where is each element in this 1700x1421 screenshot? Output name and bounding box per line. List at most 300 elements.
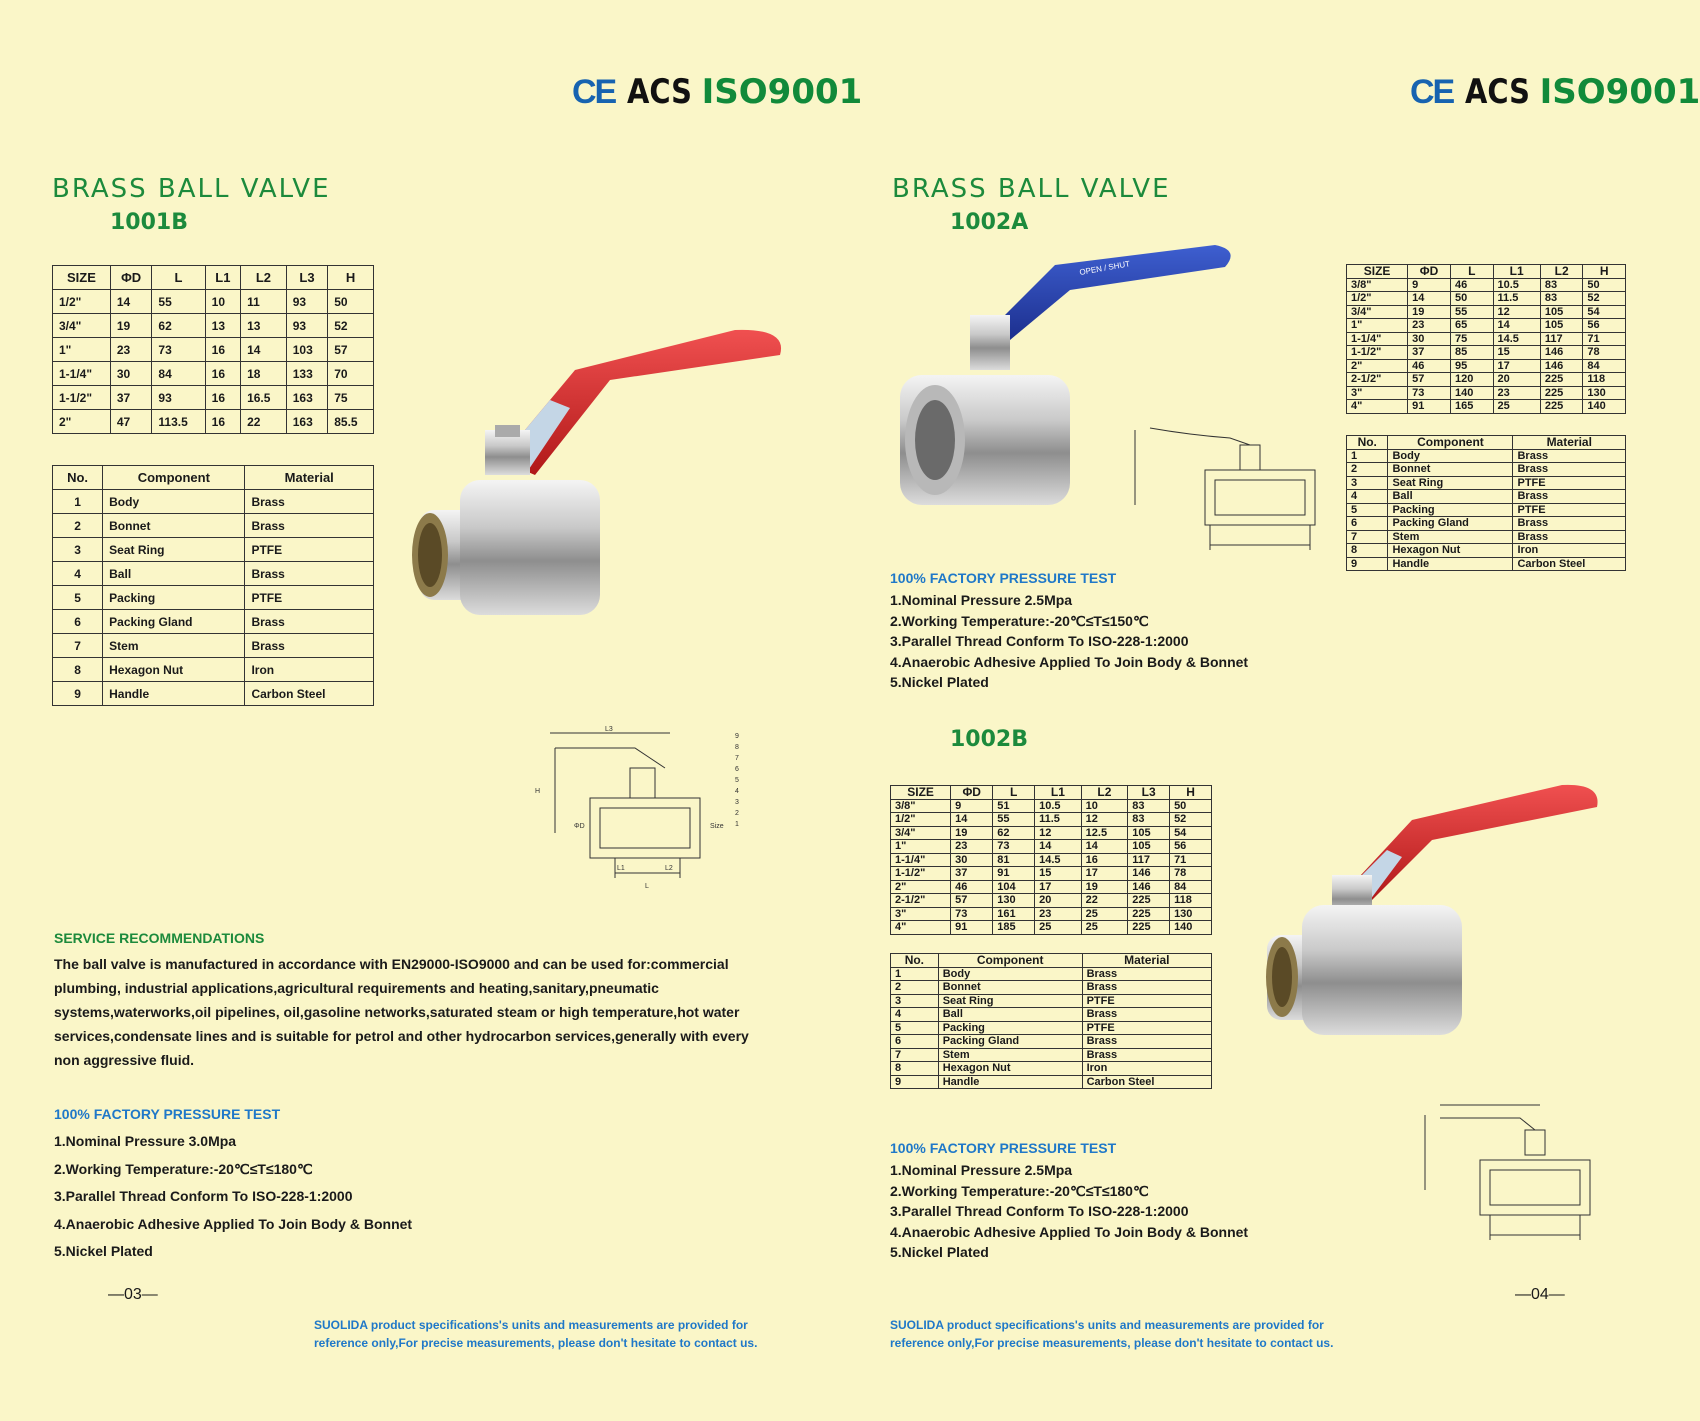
table-row xyxy=(53,490,374,514)
table-cell: 85.5 xyxy=(328,410,374,434)
table-cell: 37 xyxy=(951,867,993,881)
table-cell: 17 xyxy=(1035,880,1082,894)
part-number-label: 5 xyxy=(735,777,739,784)
table-cell: 14 xyxy=(1408,292,1451,306)
column-header: No. xyxy=(1347,436,1388,450)
table-cell: 105 xyxy=(1128,840,1170,854)
disclaimer-note-right: SUOLIDA product specifications's units and measurements are provided for reference only,For precise measurements, please don't hesitate to contact us. xyxy=(890,1318,1334,1350)
table-cell: 4" xyxy=(891,921,951,935)
service-title: SERVICE RECOMMENDATIONS xyxy=(54,930,265,946)
list-item: 3.Parallel Thread Conform To ISO-228-1:2000 xyxy=(54,1188,353,1204)
table-cell: 4 xyxy=(1347,490,1388,504)
table-row xyxy=(1347,319,1626,333)
table-cell: Carbon Steel xyxy=(245,682,374,706)
table-cell: 62 xyxy=(993,826,1035,840)
table-row xyxy=(1347,530,1626,544)
table-cell: 12 xyxy=(1493,305,1540,319)
table-row xyxy=(53,386,374,410)
table-cell: 1-1/4" xyxy=(1347,332,1408,346)
table-cell: 117 xyxy=(1540,332,1583,346)
ce-mark: CE xyxy=(1410,73,1454,111)
table-cell: 83 xyxy=(1128,813,1170,827)
table-cell: 52 xyxy=(1583,292,1626,306)
table-cell: 73 xyxy=(1408,386,1451,400)
list-item: 3.Parallel Thread Conform To ISO-228-1:2000 xyxy=(890,1203,1189,1219)
table-cell: 12 xyxy=(1035,826,1082,840)
table-header-row xyxy=(1347,265,1626,279)
pressure-test-list-1002b xyxy=(890,1160,1248,1263)
part-number-label: 4 xyxy=(735,788,739,795)
table-cell: 83 xyxy=(1128,799,1170,813)
table-cell: 23 xyxy=(1493,386,1540,400)
table-cell: Stem xyxy=(103,634,245,658)
table-cell: 130 xyxy=(1583,386,1626,400)
table-row xyxy=(1347,490,1626,504)
table-cell: 2" xyxy=(1347,359,1408,373)
iso-mark: ISO9001 xyxy=(701,72,863,112)
page-number-right: —04— xyxy=(1515,1286,1565,1303)
column-header: Component xyxy=(103,466,245,490)
page-title: BRASS BALL VALVE xyxy=(52,174,331,204)
label-l: L xyxy=(645,883,649,890)
table-row xyxy=(891,1008,1212,1022)
table-cell: 9 xyxy=(53,682,103,706)
table-cell: 1/2" xyxy=(53,290,111,314)
table-cell: 54 xyxy=(1170,826,1212,840)
table-cell: 2 xyxy=(891,981,939,995)
label-l3: L3 xyxy=(605,726,613,733)
table-cell: 50 xyxy=(1170,799,1212,813)
table-cell: 1/2" xyxy=(1347,292,1408,306)
table-cell: 10.5 xyxy=(1493,278,1540,292)
table-cell: PTFE xyxy=(1082,994,1211,1008)
table-cell: Handle xyxy=(938,1075,1082,1089)
table-cell: 91 xyxy=(951,921,993,935)
table-cell: Hexagon Nut xyxy=(938,1062,1082,1076)
table-cell: 15 xyxy=(1493,346,1540,360)
table-row xyxy=(1347,346,1626,360)
table-cell: 47 xyxy=(110,410,152,434)
table-row xyxy=(53,538,374,562)
table-cell: PTFE xyxy=(1513,503,1626,517)
table-cell: 103 xyxy=(286,338,328,362)
table-cell: 3/4" xyxy=(891,826,951,840)
table-row xyxy=(53,682,374,706)
table-cell: Brass xyxy=(1082,1035,1211,1049)
table-cell: 1" xyxy=(891,840,951,854)
table-cell: 78 xyxy=(1583,346,1626,360)
table-row xyxy=(891,967,1212,981)
table-row xyxy=(53,658,374,682)
table-cell: 56 xyxy=(1170,840,1212,854)
table-cell: 11 xyxy=(241,290,287,314)
list-item: 3.Parallel Thread Conform To ISO-228-1:2000 xyxy=(890,633,1189,649)
table-row xyxy=(1347,373,1626,387)
valve-photo-1001b xyxy=(400,330,800,630)
table-cell: 9 xyxy=(1408,278,1451,292)
table-row xyxy=(1347,400,1626,414)
table-row xyxy=(891,1075,1212,1089)
list-item: 2.Working Temperature:-20℃≤T≤180℃ xyxy=(54,1160,313,1177)
column-header: H xyxy=(1583,265,1626,279)
table-row xyxy=(53,410,374,434)
table-cell: 3/8" xyxy=(891,799,951,813)
table-cell: 25 xyxy=(1081,907,1128,921)
table-cell: 11.5 xyxy=(1035,813,1082,827)
table-cell: 163 xyxy=(286,386,328,410)
table-cell: Seat Ring xyxy=(103,538,245,562)
table-cell: 73 xyxy=(993,840,1035,854)
table-cell: 3" xyxy=(891,907,951,921)
table-cell: 3 xyxy=(1347,476,1388,490)
table-cell: 23 xyxy=(1035,907,1082,921)
table-cell: 1" xyxy=(53,338,111,362)
table-cell: 22 xyxy=(1081,894,1128,908)
table-cell: 56 xyxy=(1583,319,1626,333)
disclaimer-note: SUOLIDA product specifications's units and measurements are provided for reference only,For precise measurements, please don't hesitate to contact us. xyxy=(314,1318,758,1350)
label-d: ΦD xyxy=(574,823,585,830)
table-cell: 19 xyxy=(1408,305,1451,319)
table-cell: 8 xyxy=(1347,544,1388,558)
table-row xyxy=(1347,503,1626,517)
table-cell: 25 xyxy=(1493,400,1540,414)
table-cell: 5 xyxy=(891,1021,939,1035)
table-cell: 1 xyxy=(1347,449,1388,463)
table-cell: Seat Ring xyxy=(938,994,1082,1008)
table-cell: 65 xyxy=(1450,319,1493,333)
table-cell: 6 xyxy=(53,610,103,634)
column-header: Material xyxy=(1513,436,1626,450)
table-cell: 55 xyxy=(993,813,1035,827)
table-cell: 1-1/4" xyxy=(53,362,111,386)
table-cell: 10 xyxy=(1081,799,1128,813)
table-cell: Brass xyxy=(1082,1048,1211,1062)
table-cell: 70 xyxy=(328,362,374,386)
table-cell: 81 xyxy=(993,853,1035,867)
table-cell: 52 xyxy=(1170,813,1212,827)
technical-drawing-1002b xyxy=(1420,1100,1620,1250)
table-cell: Body xyxy=(938,967,1082,981)
table-cell: 46 xyxy=(1408,359,1451,373)
table-cell: 1-1/2" xyxy=(53,386,111,410)
table-row xyxy=(53,634,374,658)
column-header: L2 xyxy=(241,266,287,290)
table-cell: 13 xyxy=(205,314,240,338)
table-row xyxy=(1347,557,1626,571)
table-cell: 225 xyxy=(1540,400,1583,414)
table-cell: Iron xyxy=(1082,1062,1211,1076)
table-cell: 73 xyxy=(951,907,993,921)
table-cell: Ball xyxy=(103,562,245,586)
table-cell: 13 xyxy=(241,314,287,338)
table-cell: 163 xyxy=(286,410,328,434)
table-cell: 50 xyxy=(1450,292,1493,306)
table-cell: Carbon Steel xyxy=(1082,1075,1211,1089)
table-cell: 2 xyxy=(53,514,103,538)
table-cell: 4 xyxy=(53,562,103,586)
label-h: H xyxy=(535,788,541,795)
table-row xyxy=(891,853,1212,867)
pressure-test-title-1002b: 100% FACTORY PRESSURE TEST xyxy=(890,1140,1117,1156)
table-header-row xyxy=(1347,436,1626,450)
table-cell: Carbon Steel xyxy=(1513,557,1626,571)
table-cell: 225 xyxy=(1128,907,1170,921)
valve-photo-1002b xyxy=(1262,785,1612,1045)
table-cell: 20 xyxy=(1035,894,1082,908)
table-cell: 14 xyxy=(110,290,152,314)
table-row xyxy=(53,338,374,362)
table-cell: 2-1/2" xyxy=(1347,373,1408,387)
pressure-test-title: 100% FACTORY PRESSURE TEST xyxy=(54,1106,281,1122)
list-item: 4.Anaerobic Adhesive Applied To Join Body & Bonnet xyxy=(890,653,1249,670)
table-cell: 140 xyxy=(1170,921,1212,935)
column-header: ΦD xyxy=(1408,265,1451,279)
table-cell: Brass xyxy=(245,610,374,634)
table-row xyxy=(1347,544,1626,558)
model-number-1002a: 1002A xyxy=(950,210,1029,235)
table-row xyxy=(891,799,1212,813)
table-cell: 20 xyxy=(1493,373,1540,387)
table-cell: 130 xyxy=(993,894,1035,908)
table-cell: 105 xyxy=(1540,319,1583,333)
table-cell: 161 xyxy=(993,907,1035,921)
table-cell: 19 xyxy=(110,314,152,338)
table-row xyxy=(891,981,1212,995)
table-cell: 25 xyxy=(1035,921,1082,935)
page-title-right: BRASS BALL VALVE xyxy=(892,174,1171,204)
column-header: SIZE xyxy=(53,266,111,290)
table-cell: 225 xyxy=(1540,386,1583,400)
table-cell: 14 xyxy=(1035,840,1082,854)
table-cell: Brass xyxy=(1082,981,1211,995)
technical-drawing-1002a xyxy=(1130,410,1315,560)
table-cell: 30 xyxy=(110,362,152,386)
table-row xyxy=(1347,476,1626,490)
table-cell: 6 xyxy=(1347,517,1388,531)
table-cell: 120 xyxy=(1450,373,1493,387)
table-cell: 5 xyxy=(53,586,103,610)
table-cell: 146 xyxy=(1128,867,1170,881)
table-cell: PTFE xyxy=(1513,476,1626,490)
table-cell: 12 xyxy=(1081,813,1128,827)
table-row xyxy=(891,1035,1212,1049)
table-cell: 146 xyxy=(1540,359,1583,373)
table-cell: 14 xyxy=(951,813,993,827)
table-row xyxy=(1347,386,1626,400)
column-header: No. xyxy=(53,466,103,490)
table-cell: 16.5 xyxy=(241,386,287,410)
certification-logos xyxy=(572,72,862,112)
label-l1: L1 xyxy=(617,865,625,872)
column-header: L3 xyxy=(1128,786,1170,800)
table-header-row xyxy=(891,954,1212,968)
table-cell: 10 xyxy=(205,290,240,314)
table-cell: 75 xyxy=(1450,332,1493,346)
table-cell: 16 xyxy=(205,362,240,386)
table-cell: 18 xyxy=(241,362,287,386)
table-row xyxy=(53,514,374,538)
table-cell: 1 xyxy=(891,967,939,981)
table-cell: 57 xyxy=(328,338,374,362)
column-header: L3 xyxy=(286,266,328,290)
table-cell: 84 xyxy=(152,362,205,386)
column-header: L1 xyxy=(205,266,240,290)
table-cell: Brass xyxy=(245,562,374,586)
pressure-test-title-1002a: 100% FACTORY PRESSURE TEST xyxy=(890,570,1117,586)
table-cell: Body xyxy=(1388,449,1513,463)
list-item: 1.Nominal Pressure 2.5Mpa xyxy=(890,592,1073,608)
table-cell: 1-1/2" xyxy=(891,867,951,881)
table-cell: Packing xyxy=(103,586,245,610)
table-cell: 11.5 xyxy=(1493,292,1540,306)
table-cell: 7 xyxy=(891,1048,939,1062)
table-header-row xyxy=(53,266,374,290)
table-cell: 4" xyxy=(1347,400,1408,414)
table-cell: 62 xyxy=(152,314,205,338)
table-cell: 52 xyxy=(328,314,374,338)
table-cell: 93 xyxy=(152,386,205,410)
table-cell: 9 xyxy=(951,799,993,813)
table-row xyxy=(891,1048,1212,1062)
component-table-1002a xyxy=(1346,435,1626,571)
label-size: Size xyxy=(710,823,724,830)
table-cell: 118 xyxy=(1583,373,1626,387)
table-cell: 3/8" xyxy=(1347,278,1408,292)
table-cell: Bonnet xyxy=(103,514,245,538)
table-cell: Bonnet xyxy=(938,981,1082,995)
table-cell: 5 xyxy=(1347,503,1388,517)
column-header: L xyxy=(993,786,1035,800)
table-cell: Brass xyxy=(1082,1008,1211,1022)
table-cell: 118 xyxy=(1170,894,1212,908)
table-cell: Stem xyxy=(938,1048,1082,1062)
table-cell: Iron xyxy=(245,658,374,682)
table-cell: 133 xyxy=(286,362,328,386)
ce-mark: CE xyxy=(572,73,616,111)
table-row xyxy=(53,362,374,386)
column-header: No. xyxy=(891,954,939,968)
table-cell: Packing xyxy=(938,1021,1082,1035)
column-header: L xyxy=(152,266,205,290)
table-cell: 17 xyxy=(1081,867,1128,881)
table-cell: 3/4" xyxy=(53,314,111,338)
list-item: 2.Working Temperature:-20℃≤T≤180℃ xyxy=(890,1182,1149,1199)
table-cell: 1" xyxy=(1347,319,1408,333)
table-row xyxy=(891,1021,1212,1035)
table-cell: Ball xyxy=(1388,490,1513,504)
table-cell: 71 xyxy=(1583,332,1626,346)
table-cell: 8 xyxy=(53,658,103,682)
table-cell: 146 xyxy=(1540,346,1583,360)
list-item: 4.Anaerobic Adhesive Applied To Join Body & Bonnet xyxy=(890,1223,1249,1240)
table-cell: 2-1/2" xyxy=(891,894,951,908)
table-cell: 55 xyxy=(1450,305,1493,319)
column-header: Material xyxy=(245,466,374,490)
table-cell: Body xyxy=(103,490,245,514)
table-cell: 22 xyxy=(241,410,287,434)
acs-mark: ACS xyxy=(1465,72,1531,112)
table-cell: Packing Gland xyxy=(1388,517,1513,531)
table-row xyxy=(891,813,1212,827)
table-cell: 14.5 xyxy=(1035,853,1082,867)
table-cell: 23 xyxy=(951,840,993,854)
table-row xyxy=(891,994,1212,1008)
model-number: 1001B xyxy=(110,210,188,235)
table-row xyxy=(1347,463,1626,477)
table-cell: 2" xyxy=(891,880,951,894)
table-row xyxy=(1347,359,1626,373)
column-header: H xyxy=(1170,786,1212,800)
pressure-test-list-1002a xyxy=(890,590,1248,693)
table-cell: 91 xyxy=(1408,400,1451,414)
table-cell: Brass xyxy=(1513,530,1626,544)
table-cell: 8 xyxy=(891,1062,939,1076)
column-header: L1 xyxy=(1035,786,1082,800)
table-row xyxy=(53,290,374,314)
table-cell: Packing xyxy=(1388,503,1513,517)
table-cell: 46 xyxy=(1450,278,1493,292)
table-cell: 30 xyxy=(951,853,993,867)
table-cell: 117 xyxy=(1128,853,1170,867)
table-cell: 23 xyxy=(1408,319,1451,333)
table-cell: 104 xyxy=(993,880,1035,894)
list-item: 1.Nominal Pressure 2.5Mpa xyxy=(890,1162,1073,1178)
table-cell: 105 xyxy=(1128,826,1170,840)
table-cell: Brass xyxy=(1082,967,1211,981)
table-cell: Bonnet xyxy=(1388,463,1513,477)
table-cell: 95 xyxy=(1450,359,1493,373)
table-cell: Stem xyxy=(1388,530,1513,544)
table-cell: 37 xyxy=(1408,346,1451,360)
table-cell: 30 xyxy=(1408,332,1451,346)
table-cell: Packing Gland xyxy=(938,1035,1082,1049)
table-cell: 37 xyxy=(110,386,152,410)
table-row xyxy=(1347,292,1626,306)
table-cell: 75 xyxy=(328,386,374,410)
column-header: L2 xyxy=(1081,786,1128,800)
table-row xyxy=(891,894,1212,908)
handle-label: OPEN / SHUT xyxy=(1078,259,1131,277)
table-cell: 83 xyxy=(1540,278,1583,292)
table-row xyxy=(53,562,374,586)
list-item: 4.Anaerobic Adhesive Applied To Join Body & Bonnet xyxy=(54,1215,413,1232)
table-cell: 14 xyxy=(1493,319,1540,333)
table-cell: 1-1/2" xyxy=(1347,346,1408,360)
table-cell: 14 xyxy=(241,338,287,362)
table-row xyxy=(891,1062,1212,1076)
table-cell: Brass xyxy=(1513,517,1626,531)
table-header-row xyxy=(53,466,374,490)
column-header: ΦD xyxy=(951,786,993,800)
table-cell: 16 xyxy=(205,338,240,362)
component-table-1002b xyxy=(890,953,1212,1089)
column-header: Component xyxy=(938,954,1082,968)
table-cell: 93 xyxy=(286,314,328,338)
table-cell: PTFE xyxy=(245,538,374,562)
table-cell: PTFE xyxy=(1082,1021,1211,1035)
table-cell: 146 xyxy=(1128,880,1170,894)
table-cell: 165 xyxy=(1450,400,1493,414)
table-cell: 185 xyxy=(993,921,1035,935)
part-number-label: 9 xyxy=(735,733,739,740)
table-cell: Brass xyxy=(1513,463,1626,477)
table-cell: 225 xyxy=(1128,921,1170,935)
table-cell: 7 xyxy=(1347,530,1388,544)
table-cell: Handle xyxy=(103,682,245,706)
page-number: —03— xyxy=(108,1286,158,1303)
table-cell: 2 xyxy=(1347,463,1388,477)
table-cell: 51 xyxy=(993,799,1035,813)
